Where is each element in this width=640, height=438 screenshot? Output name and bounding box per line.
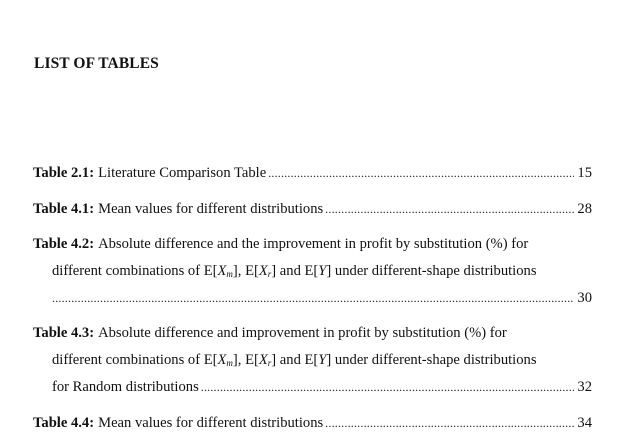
toc-entry-title: Literature Comparison Table [98,165,267,181]
toc-entry-table-4-3-continuation[interactable] [52,350,592,370]
toc-entry-label: Table 4.2: [33,236,95,252]
toc-entry-table-4-3-page-line[interactable] [52,377,592,397]
dot-leader [325,413,574,433]
toc-entry-table-4-3[interactable] [33,323,592,343]
toc-entry-title: Absolute difference and improvement in profit by substitution (%) for [98,325,507,341]
dot-leader [201,377,575,397]
toc-entry-page-number: 34 [577,415,592,431]
toc-entry-label: Table 2.1: [33,165,95,181]
dot-leader [52,288,574,308]
toc-entry-table-4-2[interactable] [33,234,592,254]
dot-leader [268,163,574,183]
toc-entry-page-number: 28 [577,201,592,217]
toc-entry-table-4-2-continuation[interactable] [52,261,592,281]
toc-entry-title-continued: different combinations of $E[X_m]$, $E[X_r]$ and E[Y] under different-shape distributions [52,352,537,368]
toc-entry-title: Mean values for different distributions [98,415,324,431]
toc-entry-table-4-2-page-line[interactable] [52,288,592,308]
toc-entry-page-number: 32 [577,379,592,395]
toc-entry-label: Table 4.3: [33,325,95,341]
toc-entry-title: Mean values for different distributions [98,201,324,217]
toc-entry-table-2-1[interactable] [33,163,592,183]
toc-entry-table-4-4[interactable] [33,413,592,433]
toc-entry-table-4-1[interactable] [33,199,592,219]
toc-entry-label: Table 4.1: [33,201,95,217]
toc-entry-title: Absolute difference and the improvement in profit by substitution (%) for [98,236,529,252]
toc-entry-label: Table 4.4: [33,415,95,431]
toc-entry-page-number: 30 [577,290,592,306]
toc-entry-title-continued: different combinations of $E[X_m]$, $E[X_r]$ and E[Y] under different-shape distributions [52,263,537,279]
toc-entry-title-continued: for Random distributions [52,379,199,395]
toc-entry-page-number: 15 [577,165,592,181]
dot-leader [325,199,574,219]
page-title: LIST OF TABLES [34,55,159,72]
